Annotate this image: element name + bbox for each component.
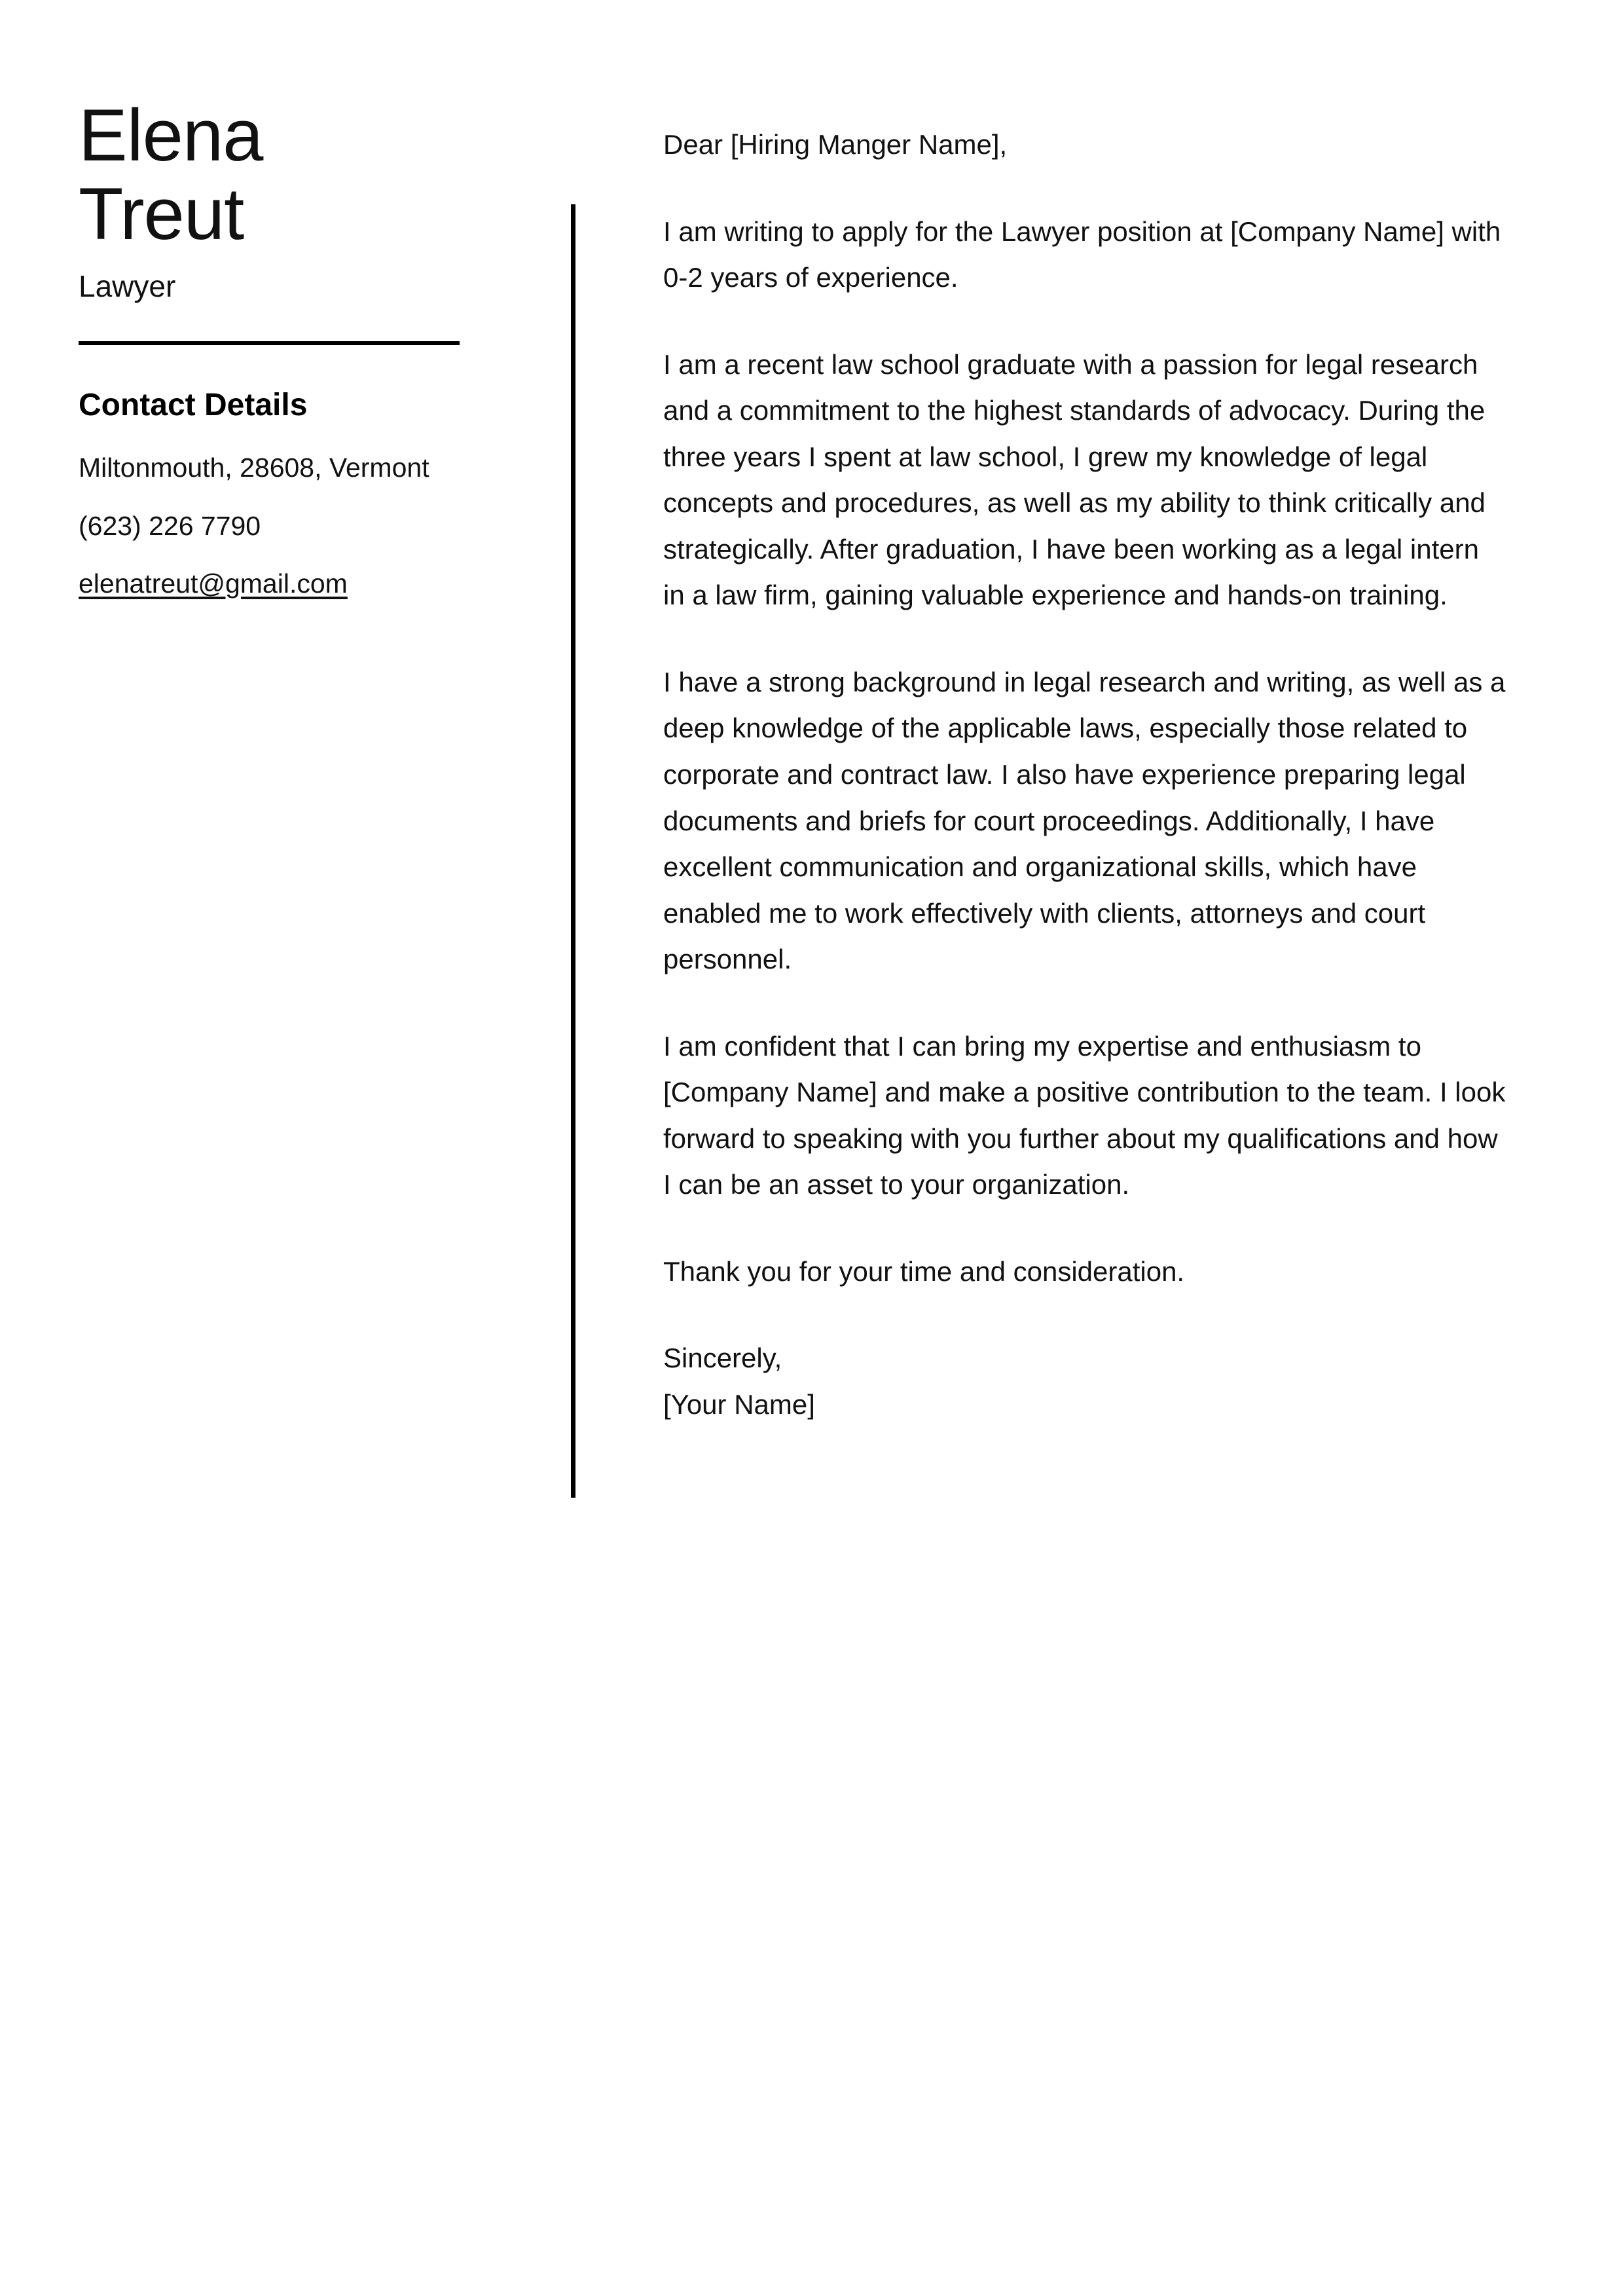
- name-last: Treut: [79, 173, 244, 255]
- name-first: Elena: [79, 94, 263, 176]
- letter-paragraph: I have a strong background in legal research and writing, as well as a deep knowledge of the applicable laws, especially those related to corporate and contract law. I also have experience preparing legal documents and briefs for court proceedings. Additionally, I have excellent communication and organizational skills, which have enabled me to work effectively with clients, attorneys and court personnel.: [663, 666, 1506, 975]
- job-title: Lawyer: [79, 269, 176, 304]
- letter-signoff: [663, 1335, 1508, 1428]
- applicant-name: [79, 94, 498, 255]
- letter-paragraph: I am a recent law school graduate with a passion for legal research and a commitment to the highest standards of advocacy. During the three years I spent at law school, I grew my knowledge of legal concepts and procedures, as well as my ability to think critically and strategically. After graduation, I have been working as a legal intern in a law firm, gaining valuable experience and hands-on training.: [663, 348, 1486, 611]
- letter-signature: [Your Name]: [663, 1389, 815, 1420]
- letter-paragraph: I am writing to apply for the Lawyer position at [Company Name] with 0-2 years of experience.: [663, 215, 1501, 293]
- contact-details-list: [79, 448, 498, 604]
- letter-body: [663, 122, 1508, 1428]
- letter-paragraph: I am confident that I can bring my expertise and enthusiasm to [Company Name] and make a positive contribution to the team. I look forward to speaking with you further about my qualifications and how I can be an asset to your organization.: [663, 1030, 1506, 1200]
- header-divider-rule: [79, 341, 460, 345]
- contact-details-heading: Contact Details: [79, 388, 308, 423]
- letter-paragraph: Thank you for your time and consideration.: [663, 1255, 1185, 1287]
- sidebar: [79, 94, 498, 622]
- letter-closing: Sincerely,: [663, 1342, 782, 1374]
- column-divider: [571, 204, 575, 1498]
- contact-email-link[interactable]: elenatreut@gmail.com: [79, 568, 348, 599]
- letter-salutation: Dear [Hiring Manger Name],: [663, 129, 1008, 160]
- contact-phone[interactable]: (623) 226 7790: [79, 510, 261, 541]
- contact-address: Miltonmouth, 28608, Vermont: [79, 452, 429, 483]
